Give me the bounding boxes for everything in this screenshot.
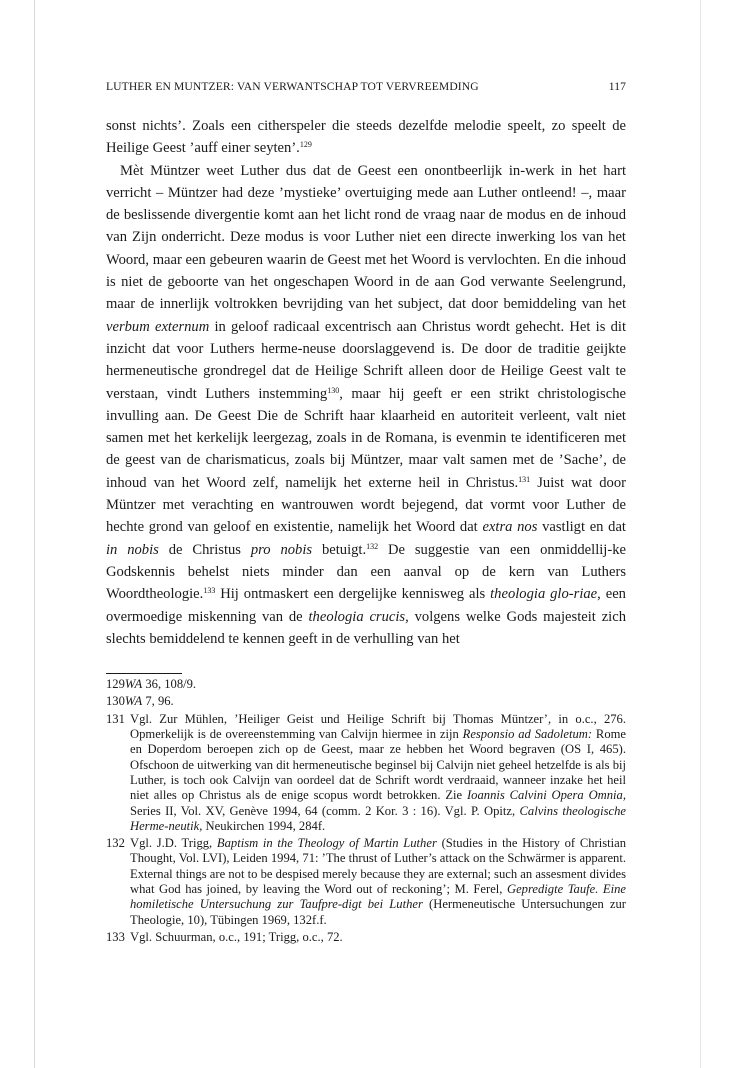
footnote-text — [125, 694, 626, 709]
p2-italic-pro-nobis: pro nobis — [250, 541, 313, 558]
p2-segment-10: , een overmoedige miskenning van de — [106, 586, 626, 625]
paragraph-1 — [106, 115, 626, 160]
p2-segment-2: in geloof radicaal excentrisch aan Christus wordt gehecht. Het is dit inzicht dat voor Luthers herme-neuse doorslaggevend is. De door de traditie geijkte hermeneutische grondregel dat de Heilige Schrift alleen door de Heilige Geest valt te verstaan, vindt Luthers instemming — [106, 318, 627, 402]
footnote-italic: WA — [124, 677, 143, 692]
footnote-segment: 7, 96. — [142, 694, 174, 709]
footnote-segment: Neukirchen 1994, 284f. — [205, 818, 326, 833]
p2-segment-5: vastligt en dat — [542, 519, 626, 536]
p2-italic-verbum-externum: verbum externum — [106, 318, 210, 335]
footnote-129 — [106, 677, 626, 692]
footnotes — [106, 677, 626, 945]
footnote-italic: WA — [124, 694, 143, 709]
footnote-number: 133 — [106, 929, 125, 944]
running-head-title: LUTHER EN MUNTZER: VAN VERWANTSCHAP TOT VERVREEMDING — [106, 80, 479, 93]
footnote-italic: Calvins theologische Herme-neutik, — [130, 803, 626, 833]
footnote-text — [130, 930, 626, 945]
footnote-ref-132: 132 — [366, 541, 379, 551]
footnote-italic: Baptism in the Theology of Martin Luther — [216, 836, 437, 851]
footnote-segment: (Studies in the History of Christian Thought, Vol. LVI), Leiden 1994, 71: ’The thrust of Luther’s attack on the Schwärmer is apparent. External things are not to be despised merely because they are external; such an assesment divides what God has joined, by leaving the Word out of reckoning’; M. Ferel, — [130, 836, 627, 896]
p2-italic-in-nobis: in nobis — [106, 541, 159, 558]
running-head — [106, 79, 626, 95]
footnote-number: 131 — [106, 711, 125, 726]
footnote-segment: (Hermeneutische Untersuchungen zur Theologie, 10), Tübingen 1969, 132f.f. — [130, 897, 626, 927]
body-text — [106, 115, 626, 650]
footnote-number: 130 — [106, 694, 125, 709]
page-number: 117 — [608, 80, 626, 93]
paragraph-1-text: sonst nichts’. Zoals een citherspeler die steeds dezelfde melodie speelt, zo speelt de Heilige Geest ’auff einer seyten’. — [106, 118, 626, 157]
footnote-italic: Ioannis Calvini Opera Omnia, — [466, 788, 626, 803]
book-page — [106, 79, 626, 947]
footnote-ref-133: 133 — [203, 586, 216, 596]
footnote-text — [130, 836, 626, 928]
p2-italic-extra-nos: extra nos — [482, 519, 538, 536]
footnote-133 — [106, 930, 626, 945]
footnote-segment: 36, 108/9. — [142, 677, 197, 692]
p2-italic-theologia-crucis: theologia crucis — [308, 608, 406, 625]
footnote-text — [125, 677, 626, 692]
p2-segment-4: Juist wat door Müntzer met verachting en wantrouwen wordt bejegend, dat vormt voor Luther de hechte grond van geloof en existentie, namelijk het Woord dat — [106, 474, 626, 536]
footnote-number: 132 — [106, 836, 125, 851]
footnote-ref-130: 130 — [327, 385, 340, 395]
footnote-ref-129: 129 — [299, 140, 312, 150]
footnote-segment: Vgl. Zur Mühlen, ’Heiliger Geist und Heilige Schrift bij Thomas Müntzer’, in o.c., 276. Opmerkelijk is de overeenstemming van Calvijn hiermee in zijn — [130, 711, 626, 742]
p2-segment-8: De suggestie van een onmiddellij-ke Godskennis behelst niets minder dan een aanval op de kern van Luthers Woordtheologie. — [106, 541, 626, 603]
scan-gutter-left — [34, 0, 35, 1068]
p2-segment-6: de Christus — [168, 541, 241, 558]
footnote-132 — [106, 836, 626, 928]
scan-gutter-right — [700, 0, 701, 1068]
footnote-130 — [106, 694, 626, 709]
footnote-number: 129 — [106, 677, 125, 692]
p2-segment-7: betuigt. — [321, 541, 367, 558]
footnote-italic: Responsio ad Sadoletum: — [462, 727, 593, 742]
footnote-ref-131: 131 — [518, 474, 531, 484]
p2-segment-1: Mèt Müntzer weet Luther dus dat de Geest een onontbeerlijk in-werk in het hart verricht – Müntzer had deze ’mystieke’ overtuiging mede aan Luther ontleend! –, maar de beslissende divergentie komt aan het licht rond de vraag naar de modus en de inhoud van Zijn onderricht. Deze modus is voor Luther niet een directe inwerking los van het Woord, maar een gebeuren waarin de Geest met het Woord is vervlochten. En die inhoud is niet de geboorte van het ongeschapen Woord in de aan God verwante Seelengrund, maar de innerlijk voltrokken bevrijding van het subject, dat door bemiddeling van het — [106, 162, 626, 313]
footnote-segment: Rome en Doperdom beroepen zich op de Geest, maar ze hebben het Woord begraven (OS I, 465). Ofschoon de uitwerking van dit hermeneutische beginsel bij Calvijn niet geheel hetzelfde is als bij Luther, is toch ook Calvijn van oordeel dat de Schrift wordt verdraaid, wanneer inzake het heil niet alles op Christus als de enige scopus wordt betrokken. Zie — [130, 727, 627, 803]
footnote-131 — [106, 712, 626, 834]
footnote-italic: Gepredigte Taufe. Eine homiletische Untersuchung zur Taufpre-digt bei Luther — [130, 881, 626, 912]
p2-segment-11: , volgens welke Gods majesteit zich slechts bemiddelend te kennen geeft in de verhulling van het — [106, 608, 626, 647]
footnote-segment: Series II, Vol. XV, Genève 1994, 64 (comm. 2 Kor. 3 : 16). Vgl. P. Opitz, — [130, 803, 516, 818]
footnote-segment: Vgl. J.D. Trigg, — [130, 836, 213, 851]
footnote-separator — [106, 673, 182, 674]
footnote-text — [130, 712, 626, 834]
p2-italic-theologia-gloriae: theologia glo-riae — [490, 586, 598, 603]
p2-segment-9: Hij ontmaskert een dergelijke kennisweg als — [215, 586, 486, 603]
paragraph-2 — [106, 160, 626, 651]
footnote-segment: Vgl. Schuurman, o.c., 191; Trigg, o.c., 72. — [130, 929, 343, 944]
p2-segment-3: , maar hij geeft er een strikt christologische invulling aan. De Geest Die de Schrift haar klaarheid en autoriteit verleent, valt niet samen met het kerkelijk leergezag, zoals in de Romana, is evenmin te identificeren met de geest van de charismaticus, zoals bij Müntzer, maar valt samen met de ’Sache’, de inhoud van het Woord zelf, namelijk het externe heil in Christus. — [106, 385, 626, 491]
